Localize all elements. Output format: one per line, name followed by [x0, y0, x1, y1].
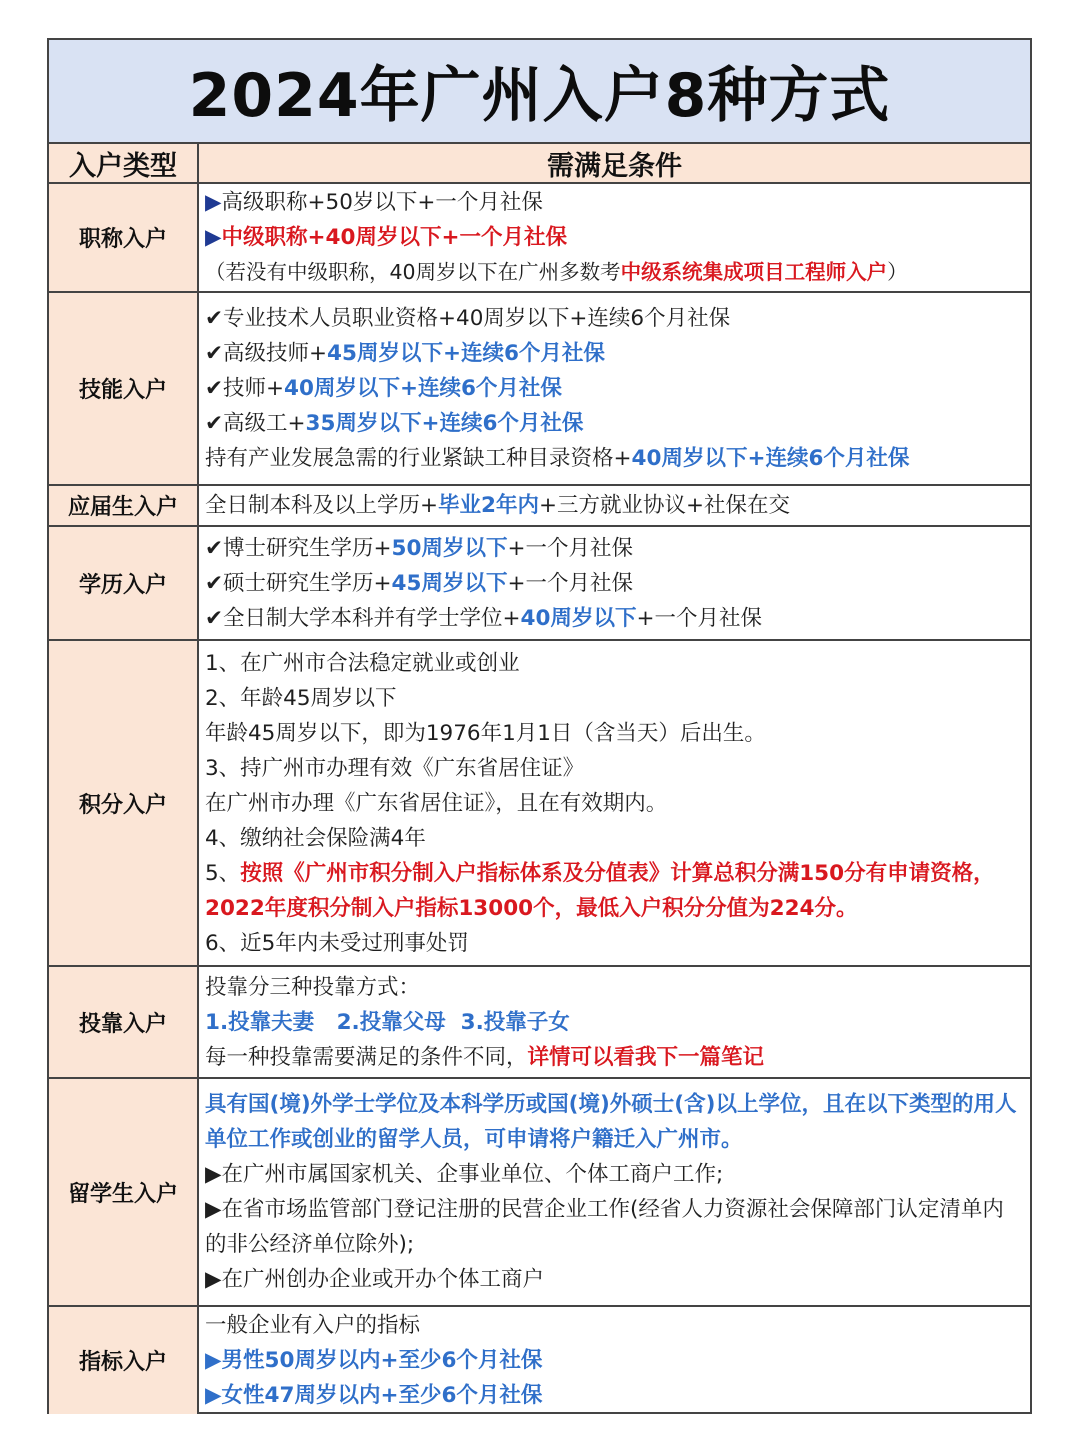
- type-cell: 投靠入户: [49, 967, 199, 1077]
- condition-text: 高级职称+50岁以下+一个月社保: [221, 190, 543, 215]
- type-cell: 留学生入户: [49, 1079, 199, 1305]
- condition-line: [205, 255, 1024, 290]
- conditions-cell: [199, 1307, 1030, 1414]
- condition-line: ▶男性50周岁以内+至少6个月社保: [205, 1348, 543, 1373]
- condition-text: +一个月社保: [507, 535, 633, 561]
- type-cell: 应届生入户: [49, 486, 199, 525]
- header-type: 入户类型: [49, 144, 199, 182]
- table-row: [49, 1307, 1030, 1414]
- condition-text: 按照《广州市积分制入户指标体系及分值表》计算总积分满150分有申请资格，2022年度积分制入户指标13000个，最低入户积分分值为224分。: [205, 860, 995, 921]
- condition-text: ✔博士研究生学历+: [205, 535, 392, 561]
- condition-text: 中级系统集成项目工程师入户: [620, 260, 888, 284]
- condition-line: ▶女性47周岁以内+至少6个月社保: [205, 1383, 543, 1408]
- condition-text: 40周岁以下+连续6个月社保: [631, 446, 910, 471]
- condition-text: 45周岁以下: [391, 570, 508, 596]
- condition-text: ✔全日制大学本科并有学士学位+: [205, 605, 521, 631]
- condition-text: 45周岁以下+连续6个月社保: [327, 341, 605, 366]
- condition-text: （若没有中级职称，40周岁以下在广州多数考: [205, 260, 621, 284]
- condition-line: [205, 488, 1024, 523]
- condition-line: [205, 336, 1024, 371]
- condition-text: 35周岁以下+连续6个月社保: [305, 411, 584, 436]
- table-row: [49, 641, 1030, 967]
- condition-line: [205, 856, 1024, 926]
- condition-line: 具有国(境)外学士学位及本科学历或国(境)外硕士(含)以上学位，且在以下类型的用人单位工作或创业的留学人员，可申请将户籍迁入广州市。: [205, 1092, 1017, 1152]
- condition-line: 1、在广州市合法稳定就业或创业: [205, 650, 520, 676]
- condition-line: [205, 441, 1024, 476]
- header-conditions: 需满足条件: [199, 144, 1030, 182]
- condition-text: 持有产业发展急需的行业紧缺工种目录资格+: [205, 446, 632, 471]
- type-cell: 学历入户: [49, 527, 199, 639]
- condition-line: [205, 406, 1024, 441]
- condition-text: 中级职称+40周岁以下+一个月社保: [221, 225, 567, 250]
- condition-line: [205, 1040, 1024, 1075]
- condition-line: ▶在广州市属国家机关、企事业单位、个体工商户工作;: [205, 1162, 724, 1187]
- type-cell: 指标入户: [49, 1307, 199, 1414]
- condition-text: ✔硕士研究生学历+: [205, 570, 392, 596]
- household-registration-table: [47, 38, 1032, 1414]
- condition-text: 详情可以看我下一篇笔记: [527, 1044, 765, 1070]
- conditions-cell: [199, 1079, 1030, 1305]
- condition-text: 每一种投靠需要满足的条件不同，: [205, 1044, 528, 1070]
- conditions-cell: [199, 293, 1030, 484]
- table-row: [49, 486, 1030, 527]
- condition-text: +一个月社保: [507, 570, 633, 596]
- conditions-cell: [199, 967, 1030, 1077]
- condition-line: 在广州市办理《广东省居住证》，且在有效期内。: [205, 790, 668, 816]
- table-row: [49, 293, 1030, 486]
- condition-line: [205, 371, 1024, 406]
- table-header: [49, 144, 1030, 184]
- condition-line: [205, 220, 1024, 255]
- type-cell: 职称入户: [49, 184, 199, 291]
- conditions-cell: [199, 527, 1030, 639]
- condition-text: 全日制本科及以上学历+: [205, 493, 439, 518]
- title-row: [49, 40, 1030, 144]
- condition-text: 40周岁以下: [520, 605, 637, 631]
- condition-line: 1.投靠夫妻 2.投靠父母 3.投靠子女: [205, 1009, 570, 1035]
- condition-text: +三方就业协议+社保在交: [539, 493, 791, 518]
- condition-text: ✔技师+: [205, 376, 285, 401]
- condition-text: 5、: [205, 860, 241, 886]
- condition-text: ✔高级工+: [205, 411, 306, 436]
- condition-line: 一般企业有入户的指标: [205, 1313, 421, 1338]
- table-row: [49, 527, 1030, 641]
- condition-line: [205, 185, 1024, 220]
- table-row: [49, 967, 1030, 1079]
- condition-text: 毕业2年内: [438, 493, 539, 518]
- condition-line: [205, 566, 1024, 601]
- triangle-icon: ▶: [205, 190, 222, 215]
- type-cell: 积分入户: [49, 641, 199, 965]
- condition-line: 2、年龄45周岁以下: [205, 685, 397, 711]
- triangle-icon: ▶: [205, 225, 222, 250]
- condition-line: ▶在广州创办企业或开办个体工商户: [205, 1267, 545, 1292]
- condition-text: 50周岁以下: [391, 535, 508, 561]
- type-cell: 技能入户: [49, 293, 199, 484]
- condition-text: ）: [887, 260, 908, 284]
- condition-line: ▶在省市场监管部门登记注册的民营企业工作(经省人力资源社会保障部门认定清单内的非公经济单位除外);: [205, 1197, 1004, 1257]
- condition-text: +一个月社保: [636, 605, 762, 631]
- condition-line: [205, 531, 1024, 566]
- condition-line: 投靠分三种投靠方式：: [205, 974, 421, 1000]
- conditions-cell: [199, 486, 1030, 525]
- condition-line: 3、持广州市办理有效《广东省居住证》: [205, 755, 585, 781]
- condition-text: 40周岁以下+连续6个月社保: [284, 376, 562, 401]
- conditions-cell: [199, 641, 1030, 965]
- condition-line: 年龄45周岁以下，即为1976年1月1日（含当天）后出生。: [205, 720, 766, 746]
- conditions-cell: [199, 184, 1030, 291]
- condition-text: ✔高级技师+: [205, 341, 328, 366]
- condition-line: ✔专业技术人员职业资格+40周岁以下+连续6个月社保: [205, 306, 731, 331]
- table-row: [49, 1079, 1030, 1307]
- condition-line: [205, 601, 1024, 636]
- table-row: [49, 184, 1030, 293]
- page-title: 2024年广州入户8种方式: [188, 61, 891, 131]
- condition-line: 6、近5年内未受过刑事处罚: [205, 930, 469, 956]
- condition-line: 4、缴纳社会保险满4年: [205, 825, 426, 851]
